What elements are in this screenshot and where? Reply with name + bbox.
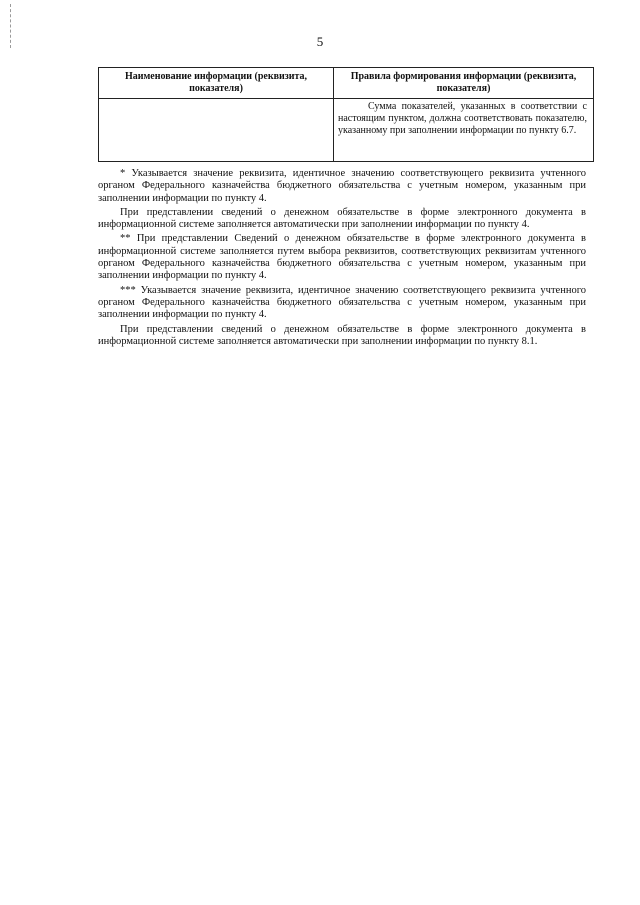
column-header-name: Наименование информации (реквизита, показателя) (99, 68, 334, 99)
table-cell-name (99, 99, 334, 162)
table-cell-rule-text: Сумма показателей, указанных в соответствии с настоящим пунктом, должна соответствовать показателю, указанному при заполнении информации по пункту 6.7. (338, 101, 587, 136)
column-header-rules: Правила формирования информации (реквизита, показателя) (334, 68, 594, 99)
page-number: 5 (316, 34, 324, 49)
table-header-row (99, 68, 594, 99)
table-row (99, 99, 594, 162)
footnote-paragraph: * Указывается значение реквизита, идентичное значению соответствующего реквизита учтенного органом Федерального казначейства бюджетного обязательства с учетным номером, указанным при заполнении информации по пункту 4. (98, 168, 586, 204)
footnote-paragraph: При представлении сведений о денежном обязательстве в форме электронного документа в информационной системе заполняется автоматически при заполнении информации по пункту 8.1. (98, 323, 586, 347)
footnote-paragraph: ** При представлении Сведений о денежном обязательстве в форме электронного документа в информационной системе заполняется путем выбора реквизитов, соответствующих реквизитам учтенного органом Федерального казначейства бюджетного обязательства с учетным номером, указанным при заполнении информации по пункту 4. (98, 233, 586, 282)
footnote-paragraph: *** Указывается значение реквизита, идентичное значению соответствующего реквизита учтенного органом Федерального казначейства бюджетного обязательства с учетным номером, указанным при заполнении информации по пункту 4. (98, 284, 586, 321)
table-cell-rule (334, 99, 594, 162)
footnote-paragraph: При представлении сведений о денежном обязательстве в форме электронного документа в информационной системе заполняется автоматически при заполнении информации по пункту 4. (98, 206, 586, 231)
information-table (98, 67, 594, 162)
footnotes-block (98, 168, 586, 350)
